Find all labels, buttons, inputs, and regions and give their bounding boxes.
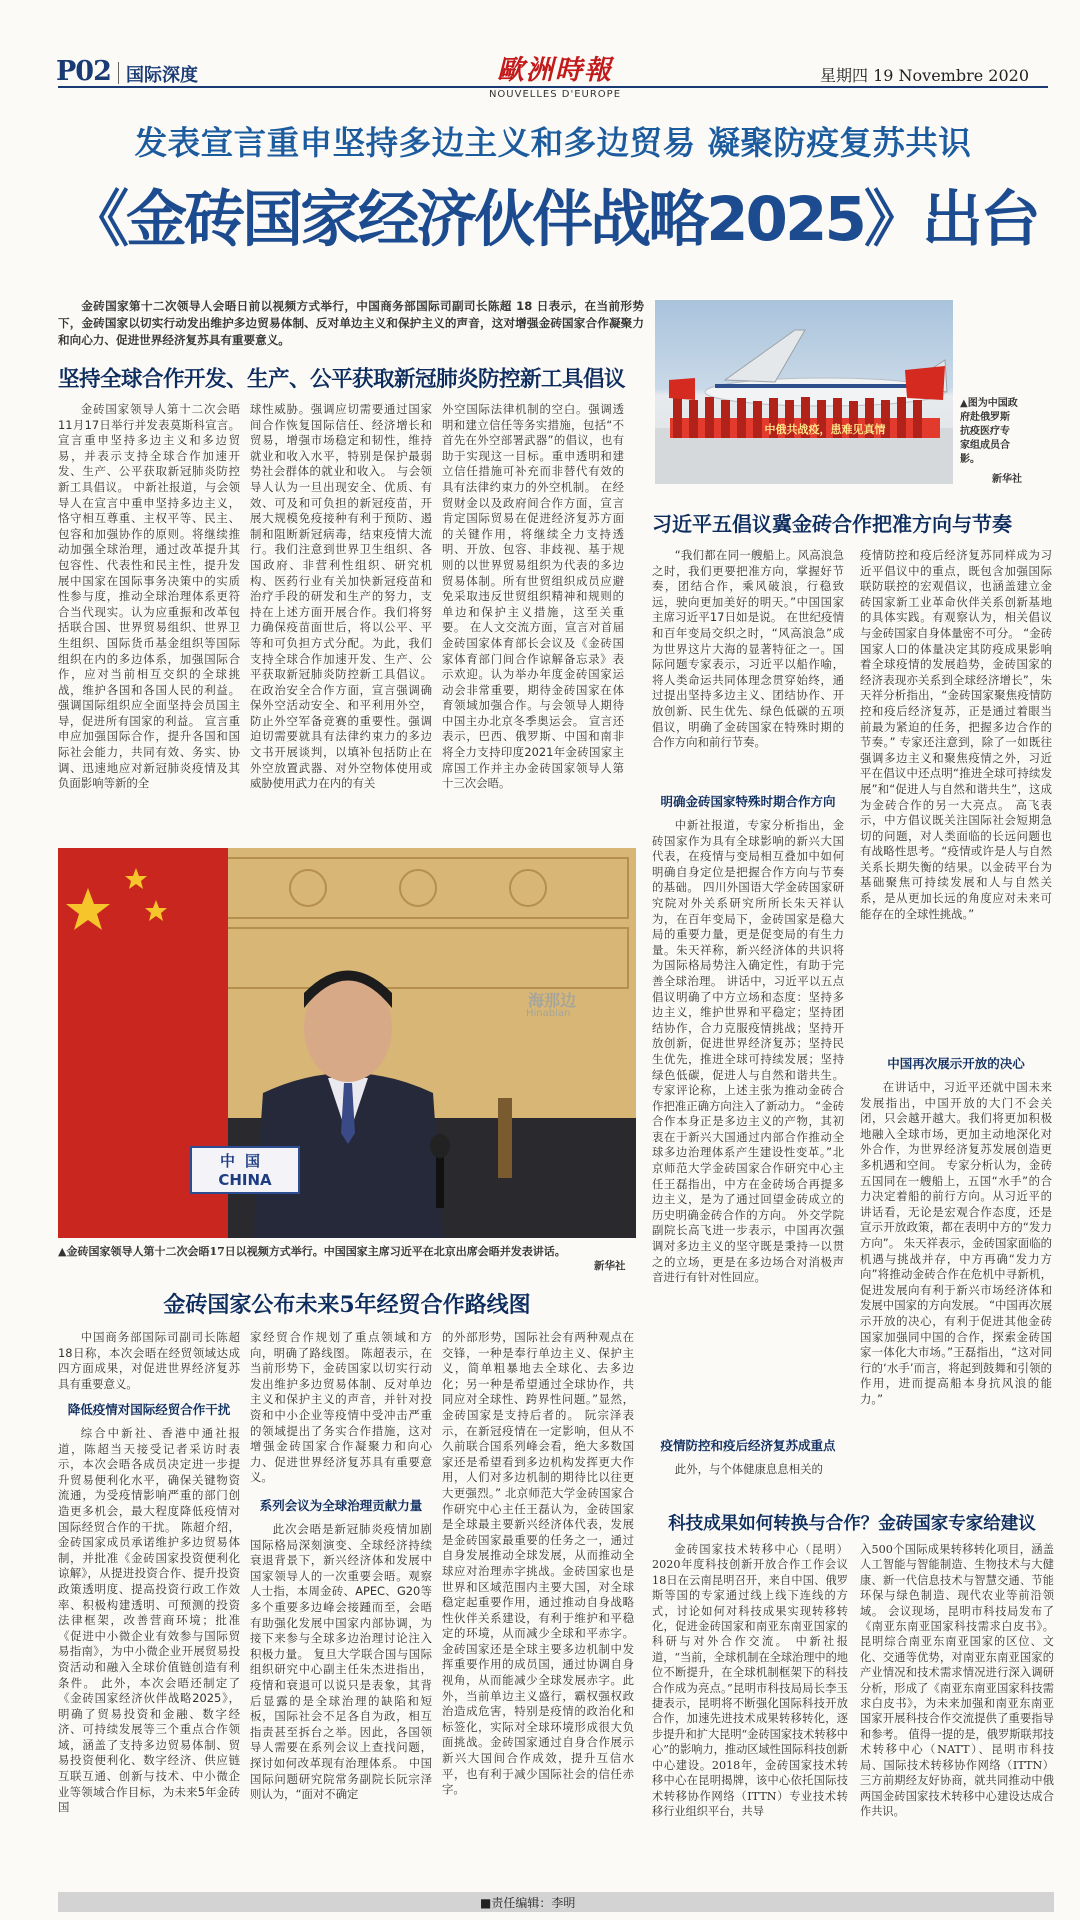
main-photo-source: 新华社 [594,1260,626,1272]
medical-team-illustration [655,300,953,484]
logo-fr: NOUVELLES D'EUROPE [470,87,640,100]
article2-subhead3: 中国再次展示开放的决心 [887,1056,1025,1071]
article3-subhead1: 降低疫情对国际经贸合作干扰 [67,1402,231,1417]
page-number: P02 [56,56,111,87]
top-photo-caption: ▲图为中国政府赴俄罗斯抗疫医疗专家组成员合影。 [960,398,1018,465]
article2-subhead1: 明确金砖国家特殊时期合作方向 [660,794,836,809]
article3-col3: 的外部形势，国际社会有两种观点在交锋，一种是奉行单边主义、保护主义，简单粗暴地去全球化、去多边化；另一种是希望通过全球协作，共同应对全球性、跨界性问题。”显然，金砖国家是支持后者的。 阮宗泽表示，在新冠疫情在一定影响，但从不久前联合国系列峰会看，绝大多数国家还是希望看到多边机构发挥更大作用，人们对多边机制的期待比以往更大更强烈。” 北京师范大学金砖国家合作研究中心主任王磊认为，金砖国家是全球最主要新兴经济体代表，发展是金砖国家最重要的任务之一，通过自身发展推动全球发展，从而推动全球应对治理赤字挑战。金砖国家也是世界和区域范围内主要大国，对全球稳定起重要作用，通过推动自身战略性伙伴关系建设，有利于维护和平稳定的环境，从而减少全球和平赤字。金砖国家还是全球主要多边机制中发挥重要作用的成员国，通过协调自身视角，从而能减少全球发展赤字。此外，当前单边主义盛行，霸权强权政治造成危害，特别是疫情的政治化和标签化，实际对全球环境形成很大负面挑战。金砖国家通过自身合作展示新兴大国间合作成效，提升互信水平，也有利于减少国际社会的信任赤字。 [442,1330,634,1797]
article2-col2b: 在讲话中，习近平还就中国未来发展指出，中国开放的大门不会关闭，只会越开越大。我们将更加积极地融入全球市场，更加主动地深化对外合作，为世界经济复苏发展创造更多机遇和空间。 专家分析认为，金砖五国同在一艘船上，五国“水手”的合力决定着船的前行方向。从习近平的讲话看，无论是宏观合作态度，还是宣示开放政策，都在表明中方的“发力方向”。 朱天祥表示，金砖国家面临的机遇与挑战并存，中方再确“发力方向”将推动金砖合作在危机中寻新机，促进发展向有利于新兴市场经济体和发展中国家的方向发展。 “中国再次展示开放的决心，有利于促进其他金砖国家加强同中国的合作，探索金砖国家一体化大市场。”王磊指出，“这对同行的‘水手’而言，将起到鼓舞和引领的作用，进而提高船本身抗风浪的能力。” [860,1080,1052,1406]
article3-title: 金砖国家公布未来5年经贸合作路线图 [163,1292,531,1318]
article3-col2b: 此次会晤是新冠肺炎疫情加剧国际格局深刻演变、全球经济持续衰退背景下，新兴经济体和发展中国家领导人的一次重要会晤。观察人士指，本周金砖、APEC、G20等多个重要多边峰会接踵而至，会晤有助强化发展中国家内部协调，为接下来参与全球多边治理讨论注入积极力量。 复旦大学联合国与国际组织研究中心副主任朱杰进指出，疫情和衰退可以说只是表象，其背后显露的是全球治理的缺陷和短板，国际社会不足各自为政，相互指责甚至拆台之举。因此，各国领导人需要在系列会议上查找问题，探讨如何改革现有治理体系。 中国国际问题研究院常务副院长阮宗泽则认为，“面对不确定 [250,1522,432,1802]
top-photo-source: 新华社 [992,474,1022,485]
header-divider [118,62,119,84]
headline-main: 《金砖国家经济伙伴战略2025》出台 [68,184,1038,255]
newspaper-logo [470,48,640,100]
photo-watermark: 海那边 [528,991,577,1010]
article3-col1b: 综合中新社、香港中通社报道，陈超当天接受记者采访时表示，本次会晤各成员决定进一步提升贸易便利化水平，确保关键物资流通，为受疫情影响严重的部门创造更多机会，最大程度降低疫情对国际经贸合作的干扰。 陈超介绍，金砖国家成员承诺维护多边贸易体制，并批准《金砖国家投资便利化谅解》，从提进投资合作、提升投资政策透明度、提高投资行政工作效率、积极构建透明、可预测的投资法律框架，改善营商环境；批准《促进中小微企业有效参与国际贸易指南》，为中小微企业开展贸易投资活动和融入全球价值链创造有利条件。 此外，本次会晤还制定了《金砖国家经济伙伴战略2025》，明确了贸易投资和金融、数字经济、可持续发展等三个重点合作领域，涵盖了支持多边贸易体制、贸易投资便利化、数字经济、供应链互联互通、创新与技术、中小微企业等领域合作目标，为未来5年金砖国 [58,1426,240,1815]
main-photo-caption: ▲金砖国家领导人第十二次会晤17日以视频方式举行。中国国家主席习近平在北京出席会晤并发表讲话。 [58,1245,566,1258]
article2-col1a: “我们都在同一艘船上。风高浪急之时，我们更要把准方向，掌握好节奏，团结合作，乘风破浪，行稳致远，驶向更加美好的明天。”中国国家主席习近平17日如是说。 在世纪疫情和百年变局交织之时，“风高浪急”成为世界这片大海的显著特征之一。国际问题专家表示，习近平以船作喻，将人类命运共同体理念贯穿始终，通过提出坚持多边主义、团结协作、开放创新、民生优先、绿色低碳的五项倡议，明确了金砖国家在特殊时期的合作方向和前行节奏。 [652,548,844,750]
article2-col2a: 疫情防控和疫后经济复苏同样成为习近平倡议中的重点，既包含加强国际联防联控的宏观倡议，也涵盖建立金砖国家新工业革命伙伴关系创新基地的具体实践。有观察认为，相关倡议与金砖国家自身体量密不可分。 “金砖国家人口的体量决定其防疫成果影响着全球疫情的发展趋势，金砖国家的经济表现亦关系到全球经济增长”，朱天祥分析指出，“金砖国家聚焦疫情防控和疫后经济复苏，正是通过着眼当前最为紧迫的任务，把握多边合作的节奏。” 专家还注意到，除了一如既往强调多边主义和聚焦疫情之外，习近平在倡议中还点明“推进全球可持续发展”和“促进人与自然和谐共生”，这成为金砖合作的另一大亮点。 高飞表示，中方倡议既关注国际社会短期急切的问题，对人类面临的长远问题也有战略性思考。“疫情或许是人与自然关系长期失衡的结果。以金砖平台为基础聚焦可持续发展和人与自然关系，是从更加长远的角度应对未来可能存在的全球性挑战。” [860,548,1052,921]
article4-col1: 金砖国家技术转移中心（昆明）2020年度科技创新开放合作工作会议18日在云南昆明召开，来自中国、俄罗斯等国的专家通过线上线下连线的方式，讨论如何对科技成果实现转移转化，促进金砖国家和南亚东南亚国家的科研与对外合作交流。 中新社报道，“当前，全球机制在全球治理中的地位不断提升，在全球机制框架下的科技合作成为亮点。”昆明市科技局局长李玉捷表示，昆明将不断强化国际科技开放合作，加速先进技术成果转移转化，逐步提升和扩大昆明“金砖国家技术转移中心”的影响力，推动区域性国际科技创新中心建设。2018年，金砖国家技术转移中心在昆明揭牌，该中心依托国际技术转移协作网络（ITTN）专业技术转移行业组织平台，共导 [652,1543,848,1818]
article2-title: 习近平五倡议冀金砖合作把准方向与节奏 [652,512,1012,536]
article4-title: 科技成果如何转换与合作？金砖国家专家给建议 [668,1514,1036,1534]
lead-paragraph: 金砖国家第十二次领导人会晤日前以视频方式举行，中国商务部国际司副司长陈超 18 日表示，在当前形势下，金砖国家以切实行动发出维护多边贸易体制、反对单边主义和保护主义的声音，这对增强金砖国家合作凝聚力和向心力、促进世界经济复苏具有重要意义。 [58,299,644,347]
nameplate-en: CHINA [218,1171,272,1189]
article1-col3: 外空国际法律机制的空白。强调透明和建立信任等务实措施，包括“不首先在外空部署武器”的倡议，也有助于实现这一目标。重申透明和建立信任措施可补充而非替代有效的具有法律约束力的外空机制。 在经贸财金以及政府间合作方面，宣言肯定国际贸易在促进经济复苏方面的关键作用，将继续全力支持透明、开放、包容、非歧视、基于规则的以世界贸易组织为代表的多边贸易体制。所有世贸组织成员应避免采取违反世贸组织精神和规则的单边和保护主义措施，这至关重要。 在人文交流方面，宣言对首届金砖国家体育部长会议及《金砖国家体育部门间合作谅解备忘录》表示欢迎。认为举办年度金砖国家运动会非常重要，期待金砖国家在体育领域加强合作。与会领导人期待中国主办北京冬季奥运会。 宣言还表示，巴西、俄罗斯、中国和南非将全力支持印度2021年金砖国家主席国工作并主办金砖国家领导人第十三次会晤。 [442,402,624,791]
headline-sup: 发表宣言重申坚持多边主义和多边贸易 凝聚防疫复苏共识 [134,123,972,162]
article3-col2a: 家经贸合作规划了重点领域和方向，明确了路线图。 陈超表示，在当前形势下，金砖国家以切实行动发出维护多边贸易体制、反对单边主义和保护主义的声音，并针对投资和中小企业等疫情中受冲击严重的领域提出了务实合作措施，这对增强金砖国家合作凝聚力和向心力、促进世界经济复苏具有重要意义。 [250,1330,432,1485]
header-rule [58,86,1048,88]
article4-col2: 入500个国际成果转移转化项目，涵盖人工智能与智能制造、生物技术与大健康、新一代信息技术与智慧交通、节能环保与绿色制造、现代农业等前沿领域。 会议现场，昆明市科技局发布了《南亚东南亚国家科技需求白皮书》。昆明综合南亚东南亚国家的区位、文化、交通等优势，对南亚东南亚国家的产业情况和技术需求情况进行深入调研分析，形成了《南亚东南亚国家科技需求白皮书》，为未来加强和南亚东南亚国家开展科技合作交流提供了重要指导和参考。 值得一提的是，俄罗斯联邦技术转移中心（NATT）、昆明市科技局、国际技术转移协作网络（ITTN）三方前期经友好协商，就共同推动中俄两国金砖国家技术转移中心建设达成合作共识。 [860,1543,1054,1818]
article1-col2: 球性威胁。强调应切需要通过国家间合作恢复国际信任、经济增长和贸易，增强市场稳定和韧性，维持就业和收入水平，特别是保护最弱势社会群体的就业和收入。 与会领导人认为一旦出现安全、优质、有效、可及和可负担的新冠疫苗，开展大规模免疫接种有利于预防、遏制和阻断新冠病毒，结束疫情大流行。我们注意到世界卫生组织、各国政府、非营利性组织、研究机构、医药行业有关加快新冠疫苗和治疗手段的研发和生产的努力，支持在上述方面开展合作。我们将努力确保疫苗面世后，将以公平、平等和可负担方式分配。为此，我们支持全球合作加速开发、生产、公平获取新冠肺炎防控新工具倡议。 在政治安全合作方面，宣言强调确保外空活动安全、和平利用外空，防止外空军备竞赛的重要性。强调迫切需要就具有法律约束力的多边文书开展谈判，以填补包括防止在外空放置武器、对外空物体使用或威胁使用武力在内的有关 [250,402,432,791]
article3-subhead2: 系列会议为全球治理贡献力量 [259,1498,423,1513]
medical-team-photo [655,300,953,484]
summit-photo [58,848,636,1238]
summit-scene-illustration [58,848,636,1238]
nameplate [190,1146,300,1194]
article1-title: 坚持全球合作开发、生产、公平获取新冠肺炎防控新工具倡议 [58,367,626,392]
article1-col1: 金砖国家领导人第十二次会晤11月17日举行并发表莫斯科宣言。宣言重申坚持多边主义和多边贸易，并表示支持全球合作加速开发、生产、公平获取新冠肺炎防控新工具倡议。 中新社报道，与会领导人在宣言中重申坚持多边主义，恪守相互尊重、主权平等、民主、包容和加强协作的原则。将继续推动加强全球治理，通过改革提升其包容性、代表性和民主性，提升发展中国家在国际事务决策中的实质性参与度，推动全球治理体系更符合当代现实。认为应重振和改革包括联合国、世界贸易组织、世界卫生组织、国际货币基金组织等国际组织在内的多边体系，加强国际合作，应对当前相互交织的全球挑战，维护各国和各国人民的利益。强调国际组织应全面坚持会员国主导，促进所有国家的利益。 宣言重申应加强国际合作，提升各国和国际社会能力，共同有效、务实、协调、迅速地应对新冠肺炎疫情及其负面影响等新的全 [58,402,240,791]
photo-banner: 中俄共战疫，患难见真情 [764,423,886,436]
footer-editor: ■责任编辑：李明 [480,1896,576,1910]
article2-subhead2: 疫情防控和疫后经济复苏成重点 [660,1438,836,1453]
nameplate-cn: 中国 [219,1152,270,1170]
article2-col1b: 中新社报道，专家分析指出，金砖国家作为具有全球影响的新兴大国代表，在疫情与变局相互叠加中如何明确自身定位是把握合作方向与节奏的基础。 四川外国语大学金砖国家研究院对外关系研究所所长朱天祥认为，在百年变局下，金砖国家是稳大局的重要力量，更是促变局的有生力量。朱天祥称，新兴经济体的共识将为国际格局势注入确定性，有助于完善全球治理。 讲话中，习近平以五点倡议明确了中方立场和态度：坚持多边主义，维护世界和平稳定；坚持团结协作，合力克服疫情挑战；坚持开放创新，促进世界经济复苏；坚持民生优先，推进全球可持续发展；坚持绿色低碳，促进人与自然和谐共生。专家评论称，上述主张为推动金砖合作把准正确方向注入了新动力。 “金砖合作本身正是多边主义的产物，其初衷在于新兴大国通过内部合作推动全球多边治理体系产生建设性变革。”北京师范大学金砖国家合作研究中心主任王磊指出，中方在金砖场合再提多边主义，是为了通过回望金砖成立的历史明确金砖合作的方向。 外交学院副院长高飞进一步表示，中国再次强调对多边主义的坚守既是秉持一以贯之的立场，更是在多边场合对消极声音进行有针对性回应。 [652,818,844,1285]
article2-col1c: 此外，与个体健康息息相关的 [674,1462,823,1476]
photo-watermark-en: Hinabian [526,1008,571,1019]
logo-cn: 歐洲時報 [497,55,613,86]
issue-date: 星期四 19 Novembre 2020 [820,66,1030,85]
section-name: 国际深度 [126,65,198,86]
article3-col1a: 中国商务部国际司副司长陈超18日称，本次会晤在经贸领域达成四方面成果，对促进世界经济复苏具有重要意义。 [58,1330,240,1391]
